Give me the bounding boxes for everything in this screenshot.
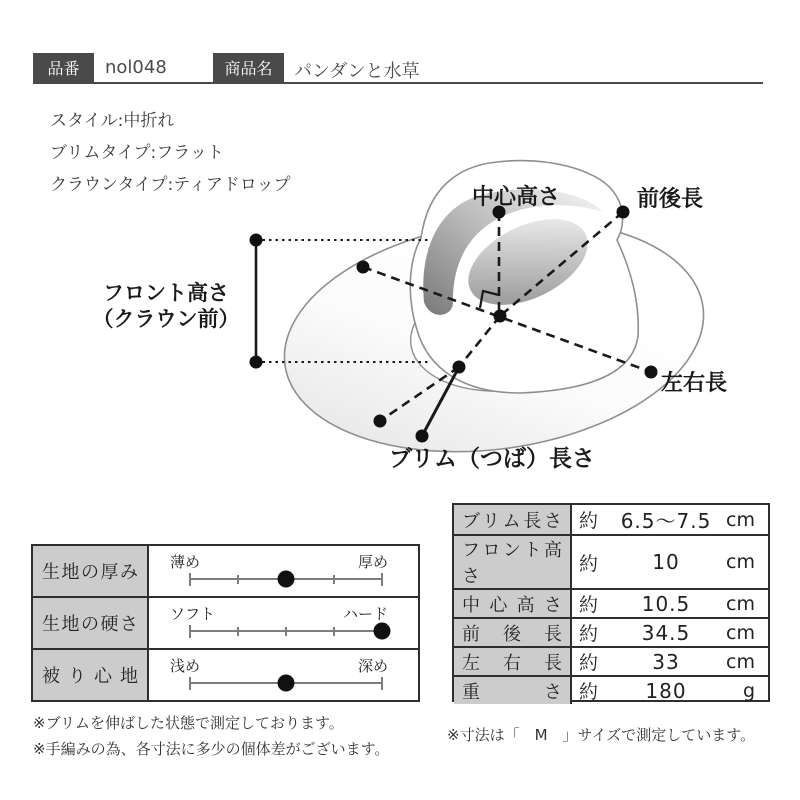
measure-unit: cm <box>726 650 755 673</box>
slider-track <box>190 572 382 587</box>
item-number-tag-label: 品番 <box>47 59 80 78</box>
spec-crown-type: クラウンタイプ:ティアドロップ <box>50 175 291 195</box>
scale-min-label: 薄め <box>170 553 201 571</box>
slider-dot <box>278 675 295 692</box>
approx-mark: 約 <box>579 623 599 645</box>
label-center-height: 中心高さ <box>471 185 561 210</box>
footnote-brim-measurement: ※ブリムを伸ばした状態で測定しております。 <box>33 714 344 732</box>
measure-unit: cm <box>726 508 755 531</box>
measure-unit: cm <box>726 551 755 573</box>
thickness-slider <box>149 546 418 596</box>
approx-mark: 約 <box>579 681 599 703</box>
label-brim-length: ブリム（つば）長さ <box>388 446 596 472</box>
measure-label: フロント高さ <box>462 540 562 587</box>
measure-value: 180 <box>645 678 687 703</box>
approx-mark: 約 <box>579 510 599 532</box>
product-name-value: パンダンと水草 <box>294 61 420 82</box>
fabric-row-hardness <box>33 596 418 648</box>
slider-track <box>190 624 382 639</box>
table-row <box>454 588 768 617</box>
measurement-table <box>452 503 770 702</box>
label-front-height-2: （クラウン前） <box>92 307 240 331</box>
label-front-back-length: 前後長 <box>637 187 704 212</box>
approx-mark: 約 <box>579 652 599 674</box>
measure-value: 34.5 <box>641 620 691 645</box>
approx-mark: 約 <box>579 552 599 575</box>
measure-value: 6.5〜7.5 <box>620 509 712 533</box>
measure-unit: cm <box>726 592 755 615</box>
table-row <box>454 675 768 704</box>
label-front-height-1: フロント高さ <box>103 281 229 305</box>
label-left-right-length: 左右長 <box>661 371 728 396</box>
fabric-row-label: 生地の硬さ <box>42 614 138 635</box>
fabric-row-fit <box>33 648 418 700</box>
measure-label: 左右長 <box>462 652 562 674</box>
table-row <box>454 617 768 646</box>
scale-min-label: 浅め <box>170 657 201 675</box>
measure-value: 10 <box>652 550 680 574</box>
scale-max-label: ハード <box>342 605 388 623</box>
item-number-value: nol048 <box>105 57 167 78</box>
spec-brim-type: ブリムタイプ:フラット <box>50 143 224 163</box>
measure-label: ブリム長さ <box>462 510 562 532</box>
hardness-slider <box>149 598 418 648</box>
measure-unit: g <box>742 679 755 702</box>
spec-style: スタイル:中折れ <box>50 111 175 131</box>
footnote-handmade-variance: ※手編みの為、各寸法に多少の個体差がございます。 <box>33 740 390 758</box>
measure-value: 33 <box>652 649 680 674</box>
product-name-tag-label: 商品名 <box>224 59 273 78</box>
scale-max-label: 深め <box>357 657 388 675</box>
measure-label: 中心高さ <box>462 594 562 616</box>
scale-min-label: ソフト <box>170 605 216 623</box>
fabric-row-thickness <box>33 546 418 596</box>
measure-label: 前後長 <box>462 623 562 645</box>
table-row <box>454 505 768 534</box>
scale-max-label: 厚め <box>357 553 388 571</box>
slider-dot <box>374 623 391 640</box>
measure-label: 重さ <box>462 681 562 703</box>
fabric-rating-table <box>31 544 420 702</box>
footnote-size-m: ※寸法は「 M 」サイズで測定しています。 <box>447 726 756 744</box>
table-row <box>454 534 768 588</box>
measure-unit: cm <box>726 621 755 644</box>
slider-track <box>190 676 382 691</box>
measure-value: 10.5 <box>641 591 691 616</box>
fit-slider <box>149 650 418 700</box>
table-row <box>454 646 768 675</box>
fabric-row-label: 生地の厚み <box>42 562 138 583</box>
slider-dot <box>278 571 295 588</box>
fabric-row-label: 被り心地 <box>42 666 138 687</box>
approx-mark: 約 <box>579 594 599 616</box>
